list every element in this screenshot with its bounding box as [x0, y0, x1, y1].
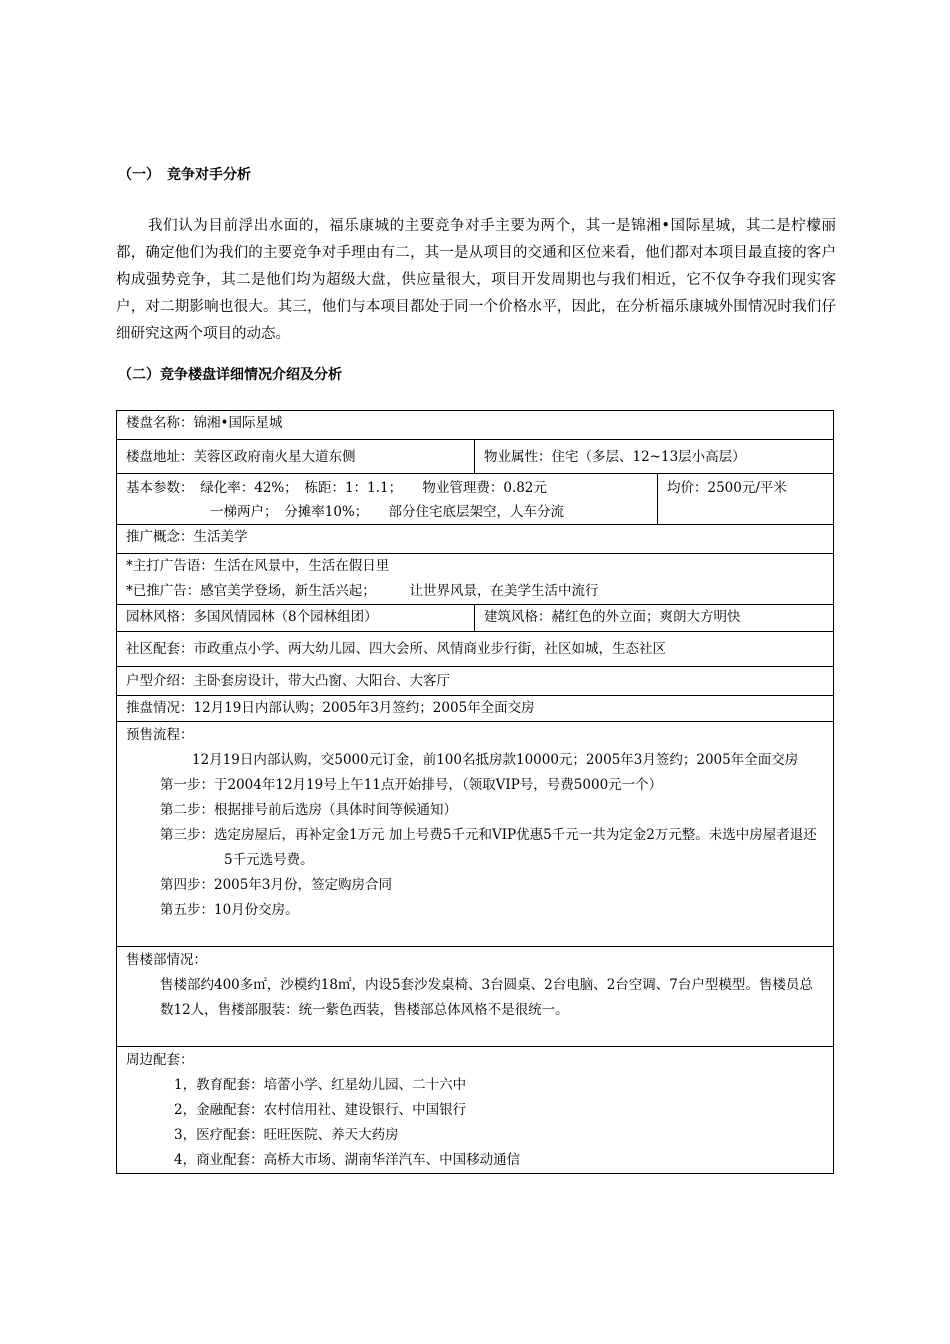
- presale-step: 第四步：2005年3月份，签定购房合同: [160, 877, 392, 893]
- section2-title: （二）竞争楼盘详细情况介绍及分析: [118, 367, 342, 383]
- unit-type: 户型介绍：主卧套房设计，带大凸窗、大阳台、大客厅: [117, 667, 834, 696]
- table-row: [117, 947, 834, 1047]
- presale-summary: 12月19日内部认购，交5000元订金，前100名抵房款10000元；2005年3月签约；2005年全面交房: [192, 752, 799, 768]
- basic-params: 基本参数： 绿化率：42%； 栋距：1：1.1； 物业管理费：0.82元 一梯两户； 分摊率10%； 部分住宅底层架空，人车分流: [117, 474, 658, 525]
- presale-heading: 预售流程：: [126, 727, 194, 743]
- list-item: 4，商业配套：高桥大市场、湖南华洋汽车、中国移动通信: [174, 1152, 521, 1168]
- table-row: [117, 632, 834, 667]
- presale-step: 第二步：根据排号前后选房（具体时间等候通知）: [160, 802, 457, 818]
- garden-style: 园林风格：多国风情园林（8个园林组团）: [117, 605, 475, 632]
- table-row: [117, 605, 834, 632]
- table-row: [117, 440, 834, 474]
- ad-slogans: *主打广告语：生活在风景中，生活在假日里 *已推广告：感官美学登场，新生活兴起； 让世界风景，在美学生活中流行: [117, 554, 834, 605]
- presale-step: 第一步：于2004年12月19号上午11点开始排号，（领取VIP号，号费5000元一个）: [160, 777, 663, 793]
- surroundings-heading: 周边配套：: [126, 1052, 194, 1068]
- table-row: [117, 722, 834, 947]
- presale-step: 第三步：选定房屋后，再补定金1万元 加上号费5千元和VIP优惠5千元一共为定金2万元整。未选中房屋者退还5千元选号费。: [160, 827, 817, 868]
- table-row: [117, 667, 834, 696]
- table-row: [117, 554, 834, 605]
- competitor-table: [116, 410, 834, 1174]
- property-name: 楼盘名称：锦湘•国际星城: [117, 411, 834, 440]
- architecture-style: 建筑风格：赭红色的外立面；爽朗大方明快: [475, 605, 834, 632]
- property-address: 楼盘地址：芙蓉区政府南火星大道东侧: [117, 440, 475, 474]
- community-facilities: 社区配套：市政重点小学、两大幼儿园、四大会所、风情商业步行街，社区如城，生态社区: [117, 632, 834, 667]
- promo-concept: 推广概念：生活美学: [117, 525, 834, 554]
- intro-paragraph: 我们认为目前浮出水面的，福乐康城的主要竞争对手主要为两个，其一是锦湘•国际星城，其二是柠檬丽都，确定他们为我们的主要竞争对手理由有二，其一是从项目的交通和区位来看，他们都对本项目最直接的客户构成强势竞争，其二是他们均为超级大盘，供应量很大，项目开发周期也与我们相近，它不仅争夺我们现实客户，对二期影响也很大。其三，他们与本项目都处于同一个价格水平，因此，在分析福乐康城外围情况时我们仔细研究这两个项目的动态。: [116, 218, 836, 342]
- sales-office-heading: 售楼部情况：: [126, 952, 207, 968]
- table-row: [117, 696, 834, 722]
- sales-office-text: 售楼部约400多㎡，沙模约18㎡，内设5套沙发桌椅、3台圆桌、2台电脑、2台空调、7台户型模型。售楼员总数12人，售楼部服装：统一紫色西装，售楼部总体风格不是很统一。: [160, 977, 813, 1018]
- list-item: 3，医疗配套：旺旺医院、养天大药房: [174, 1127, 399, 1143]
- presale-process: [117, 722, 834, 947]
- table-row: [117, 474, 834, 525]
- sales-office: [117, 947, 834, 1047]
- list-item: 1，教育配套：培蕾小学、红星幼儿园、二十六中: [174, 1077, 467, 1093]
- launch-schedule: 推盘情况：12月19日内部认购；2005年3月签约；2005年全面交房: [117, 696, 834, 722]
- list-item: 2，金融配套：农村信用社、建设银行、中国银行: [174, 1102, 467, 1118]
- table-row: [117, 525, 834, 554]
- property-type: 物业属性：住宅（多层、12~13层小高层）: [475, 440, 834, 474]
- avg-price: 均价：2500元/平米: [658, 474, 834, 525]
- surroundings: [117, 1047, 834, 1174]
- section1-title: （一） 竞争对手分析: [118, 167, 251, 183]
- table-row: [117, 411, 834, 440]
- presale-step: 第五步：10月份交房。: [160, 902, 299, 918]
- table-row: [117, 1047, 834, 1174]
